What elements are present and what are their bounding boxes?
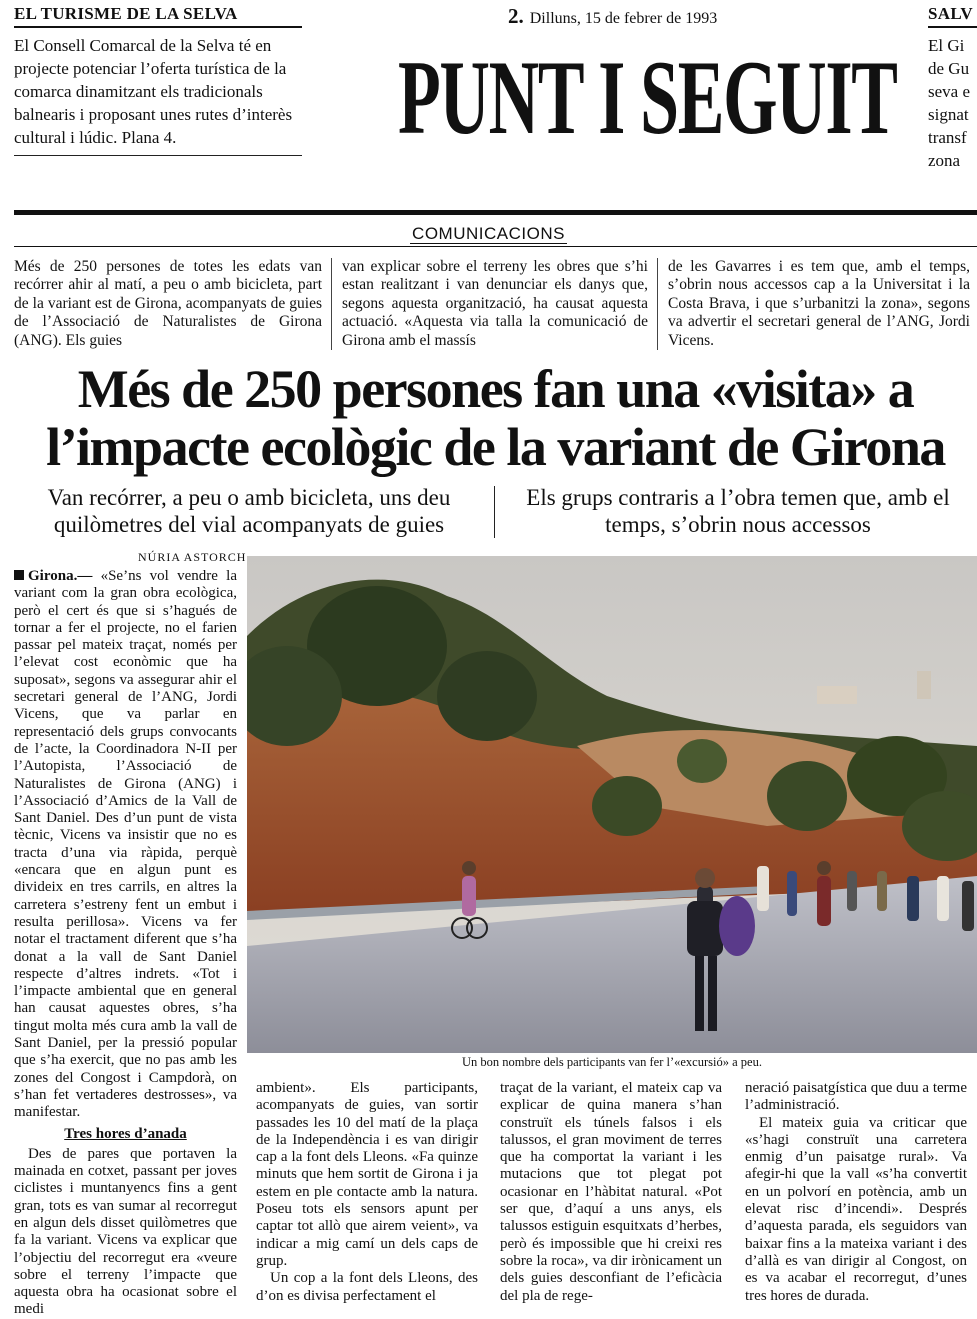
body-subhead: Tres hores d’anada (64, 1125, 187, 1142)
teaser-right-line: signat (928, 105, 969, 124)
teaser-right-text (928, 34, 977, 178)
teaser-right (928, 4, 977, 178)
page-number: 2. (508, 4, 524, 28)
body-paragraph: Girona.— «Se’ns vol vendre la variant com la gran obra ecològica, però el cert és que si s’hagués de tornar a fer el projecte, no el farien passar pel mateix traçat, només per l’elevat cost econòmic que ha suposat», segons va assegurar ahir el secretari general de l’ANG, Jordi Vicens, que va parlar en representació dels grups convocants de l’acte, la Coordinadora N-II per l’Autopista, l’Associació de Naturalistes de Girona (ANG) i l’Associació d’Amics de la Vall de Sant Daniel. Des d’un punt de vista tècnic, Vicens va insistir que no es tracta d’una via ràpida, perquè «encara que en algun punt es divideix en tres carrils, en altres la carretera s’estreny fent un embut i resulta perillosa». Vicens va fer notar el tractament diferent que s’ha donat a la vall de Sant Daniel respecte d’altres indrets. «Tot i l’impacte ambiental que en general han causat aquestes obres, s’ha tingut molta més cura amb la vall de Sant Daniel, per la pressió popular que s’ha exercit, que no pas amb les zones del Congost i Campdorà, on s’han fet vertaderes destrosses», va manifestar. (14, 568, 237, 1121)
body-paragraph: Des de pares que portaven la mainada en cotxet, passant per joves ciclistes i muntanyencs fins a gent gran, tots es van sumar al recorregut en algun dels disset quilòmetres que fa la variant. Vicens va explicar que l’objectiu del recorregut era «veure sobre el terreny l’impacte que aquesta obra ha ocasionat sobre el medi (14, 1145, 237, 1318)
teaser-right-line: de Gu (928, 59, 970, 78)
body-paragraph: Un cop a la font dels Lleons, des d’on es divisa perfectament el (256, 1270, 478, 1304)
body-col-2 (256, 1080, 478, 1305)
teaser-right-line: zona (928, 151, 961, 170)
lead-col-3: de les Gavarres i es tem que, amb el temps, s’obrin nous accessos cap a la Universitat i la Costa Brava, i que s’urbanitzi la zona», segons va advertir el secretari general de l’ANG, Jordi Vicens. (668, 258, 970, 349)
teaser-left-text: El Consell Comarcal de la Selva té en projecte potenciar l’oferta turística de la comarca dinamitzant els tradicionals balnearis i proposant unes rutes d’interès cultural i lúdic. Plana 4. (14, 34, 302, 156)
teaser-left (14, 4, 302, 156)
section-rule (14, 246, 977, 247)
header-rule (14, 210, 977, 215)
bullet-square-icon (14, 570, 24, 580)
body-paragraph: traçat de la variant, el mateix cap va explicar de quina manera s’han construït els túnels falsos i els talussos, el gran moviment de terres que ha comportat la variant i les mutacions que tot plegat pot ocasionar en l’hàbitat natural. «Pot ser que, d’aquí a uns anys, els talussos estiguin esquitxats d’herbes, però és impossible que hi creixi res sobre la roca», va dir irònicament un dels guies desconfiant de l’eficàcia del pla de rege- (500, 1080, 722, 1304)
body-col-4 (745, 1080, 967, 1305)
lead-col-2: van explicar sobre el terreny les obres que s’hi estan realitzant i van denunciar els danys que, segons aquesta organització, ha causat aquesta actuació. «Aquesta via talla la comunicació de Girona amb el massís (342, 258, 648, 349)
page-date: Dilluns, 15 de febrer de 1993 (529, 10, 718, 27)
subhead-left: Van recórrer, a peu o amb bicicleta, uns deu quilòmetres del vial acompanyats de guies (47, 485, 451, 537)
body-paragraph: El mateix guia va criticar que «s’hagi construït una carretera enmig d’un paisatge rural». Va afegir-hi que la vall «s’ha convertit en un polvorí en potència, amb un elevat risc d’incendi». Després d’aquesta parada, els seguidors van baixar fins a la mateixa variant i des d’allà es van dirigir al Congost, on es va acabar el recorregut, d’unes tres hores de durada. (745, 1114, 967, 1304)
body-col-1 (14, 568, 237, 1319)
dateline: Girona.— (28, 568, 93, 584)
subhead-right: Els grups contraris a l’obra temen que, amb el temps, s’obrin nous accessos (526, 485, 950, 537)
headline (14, 360, 977, 476)
headline-line-1: Més de 250 persones fan una «visita» a (77, 359, 914, 419)
teaser-right-heading: SALV (928, 4, 977, 28)
body-paragraph: ambient». Els participants, acompanyats de guies, van sortir passades les 10 del matí de la plaça de la Independència i es van dirigir cap a la font dels Lleons. «Fa quinze minuts que hem sortit de Girona i ja estem en ple contacte amb la natura. Poseu tots els sensors apunt per captar tot allò que airem veient», va indicar a mig camí un dels caps de grup. (256, 1080, 478, 1269)
body-paragraph: neració paisatgística que duu a terme l’administració. (745, 1080, 967, 1114)
masthead-title: PUNT I SEGUIT (398, 39, 897, 156)
teaser-right-line: transf (928, 128, 967, 147)
teaser-right-line: El Gi (928, 36, 965, 55)
headline-line-2: l’impacte ecològic de la variant de Girona (46, 417, 945, 477)
column-divider (657, 258, 658, 350)
news-photo (247, 556, 977, 1053)
lead-col-1: Més de 250 persones de totes les edats van recórrer ahir al matí, a peu o amb bicicleta, part de la variant est de Girona, acompanyats de guies de l’Associació de Naturalistes de Girona (ANG). Els guies (14, 258, 322, 349)
teaser-left-heading: EL TURISME DE LA SELVA (14, 4, 302, 28)
photo-image (247, 556, 977, 1053)
page-info (508, 4, 717, 29)
body-col-3 (500, 1080, 722, 1305)
byline: NÚRIA ASTORCH (138, 550, 247, 564)
photo-caption: Un bon nombre dels participants van fer l’«excursió» a peu. (462, 1055, 762, 1069)
section-label: COMUNICACIONS (412, 224, 565, 243)
teaser-right-line: seva e (928, 82, 971, 101)
column-divider (331, 258, 332, 350)
subhead-divider (494, 486, 495, 538)
